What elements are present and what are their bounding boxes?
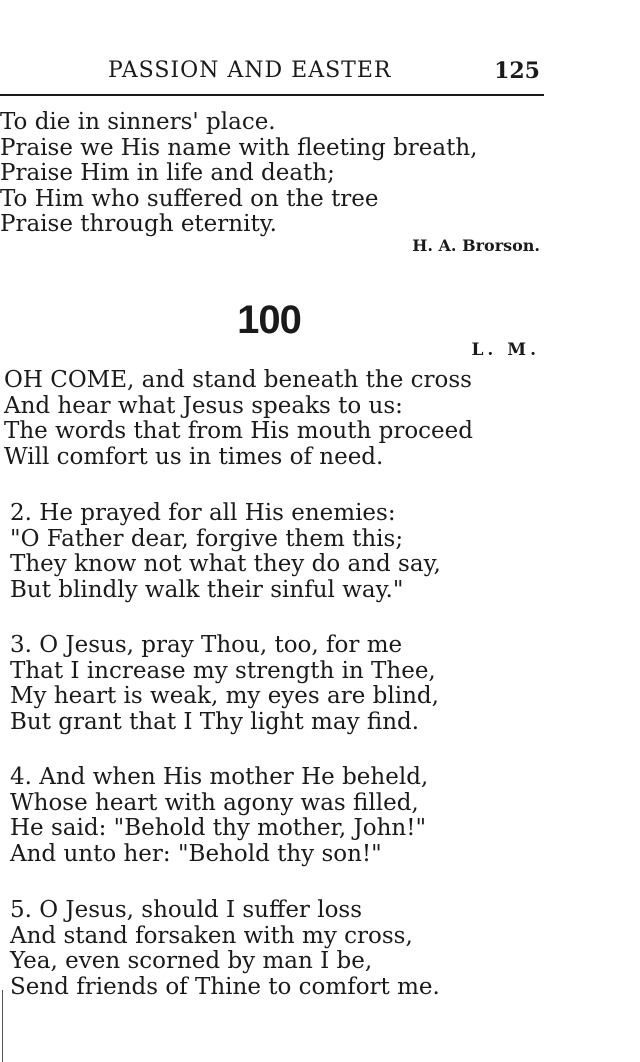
verse-line: And hear what Jesus speaks to us: xyxy=(4,392,403,419)
verse-line: Praise Him in life and death; xyxy=(0,160,335,186)
previous-hymn-ending xyxy=(0,110,478,238)
verse-line: OH COME, and stand beneath the cross xyxy=(4,367,472,393)
verse-line: Yea, even scorned by man I be, xyxy=(10,948,373,974)
verse-line: And stand forsaken with my cross, xyxy=(10,922,413,949)
stanza-5 xyxy=(10,898,440,1000)
verse-line: To die in sinners' place. xyxy=(0,109,276,135)
verse-line: Praise through eternity. xyxy=(0,211,277,237)
verse-line: That I increase my strength in Thee, xyxy=(10,657,436,684)
verse-line: And unto her: "Behold thy son!" xyxy=(10,840,382,867)
author-attribution: H. A. Brorson. xyxy=(412,236,540,255)
verse-line: Whose heart with agony was filled, xyxy=(10,789,419,816)
margin-line xyxy=(2,990,3,1062)
verse-line: To Him who suffered on the tree xyxy=(0,185,379,212)
stanza-2 xyxy=(10,501,441,603)
verse-line: They know not what they do and say, xyxy=(10,551,441,577)
verse-line: The words that from His mouth proceed xyxy=(4,418,473,444)
verse-line: Praise we His name with fleeting breath, xyxy=(0,134,478,161)
page-number: 125 xyxy=(494,58,540,84)
verse-line: He said: "Behold thy mother, John!" xyxy=(10,815,427,841)
verse-line: But grant that I Thy light may find. xyxy=(10,708,420,735)
verse-line: Will comfort us in times of need. xyxy=(4,443,384,470)
header-rule xyxy=(0,94,544,96)
stanza-1 xyxy=(4,368,473,470)
verse-line: Send friends of Thine to comfort me. xyxy=(10,973,440,1000)
verse-line: 3. O Jesus, pray Thou, too, for me xyxy=(10,632,403,658)
verse-line: But blindly walk their sinful way." xyxy=(10,576,404,603)
verse-line: 4. And when His mother He beheld, xyxy=(10,764,429,790)
stanza-3 xyxy=(10,633,439,735)
verse-line: "O Father dear, forgive them this; xyxy=(10,525,404,552)
verse-line: 2. He prayed for all His enemies: xyxy=(10,500,396,526)
verse-line: My heart is weak, my eyes are blind, xyxy=(10,683,439,709)
stanza-4 xyxy=(10,765,428,867)
running-title: PASSION AND EASTER xyxy=(108,58,392,83)
hymn-number: 100 xyxy=(237,298,301,342)
hymn-meter: L. M. xyxy=(471,340,540,360)
verse-line: 5. O Jesus, should I suffer loss xyxy=(10,897,363,923)
